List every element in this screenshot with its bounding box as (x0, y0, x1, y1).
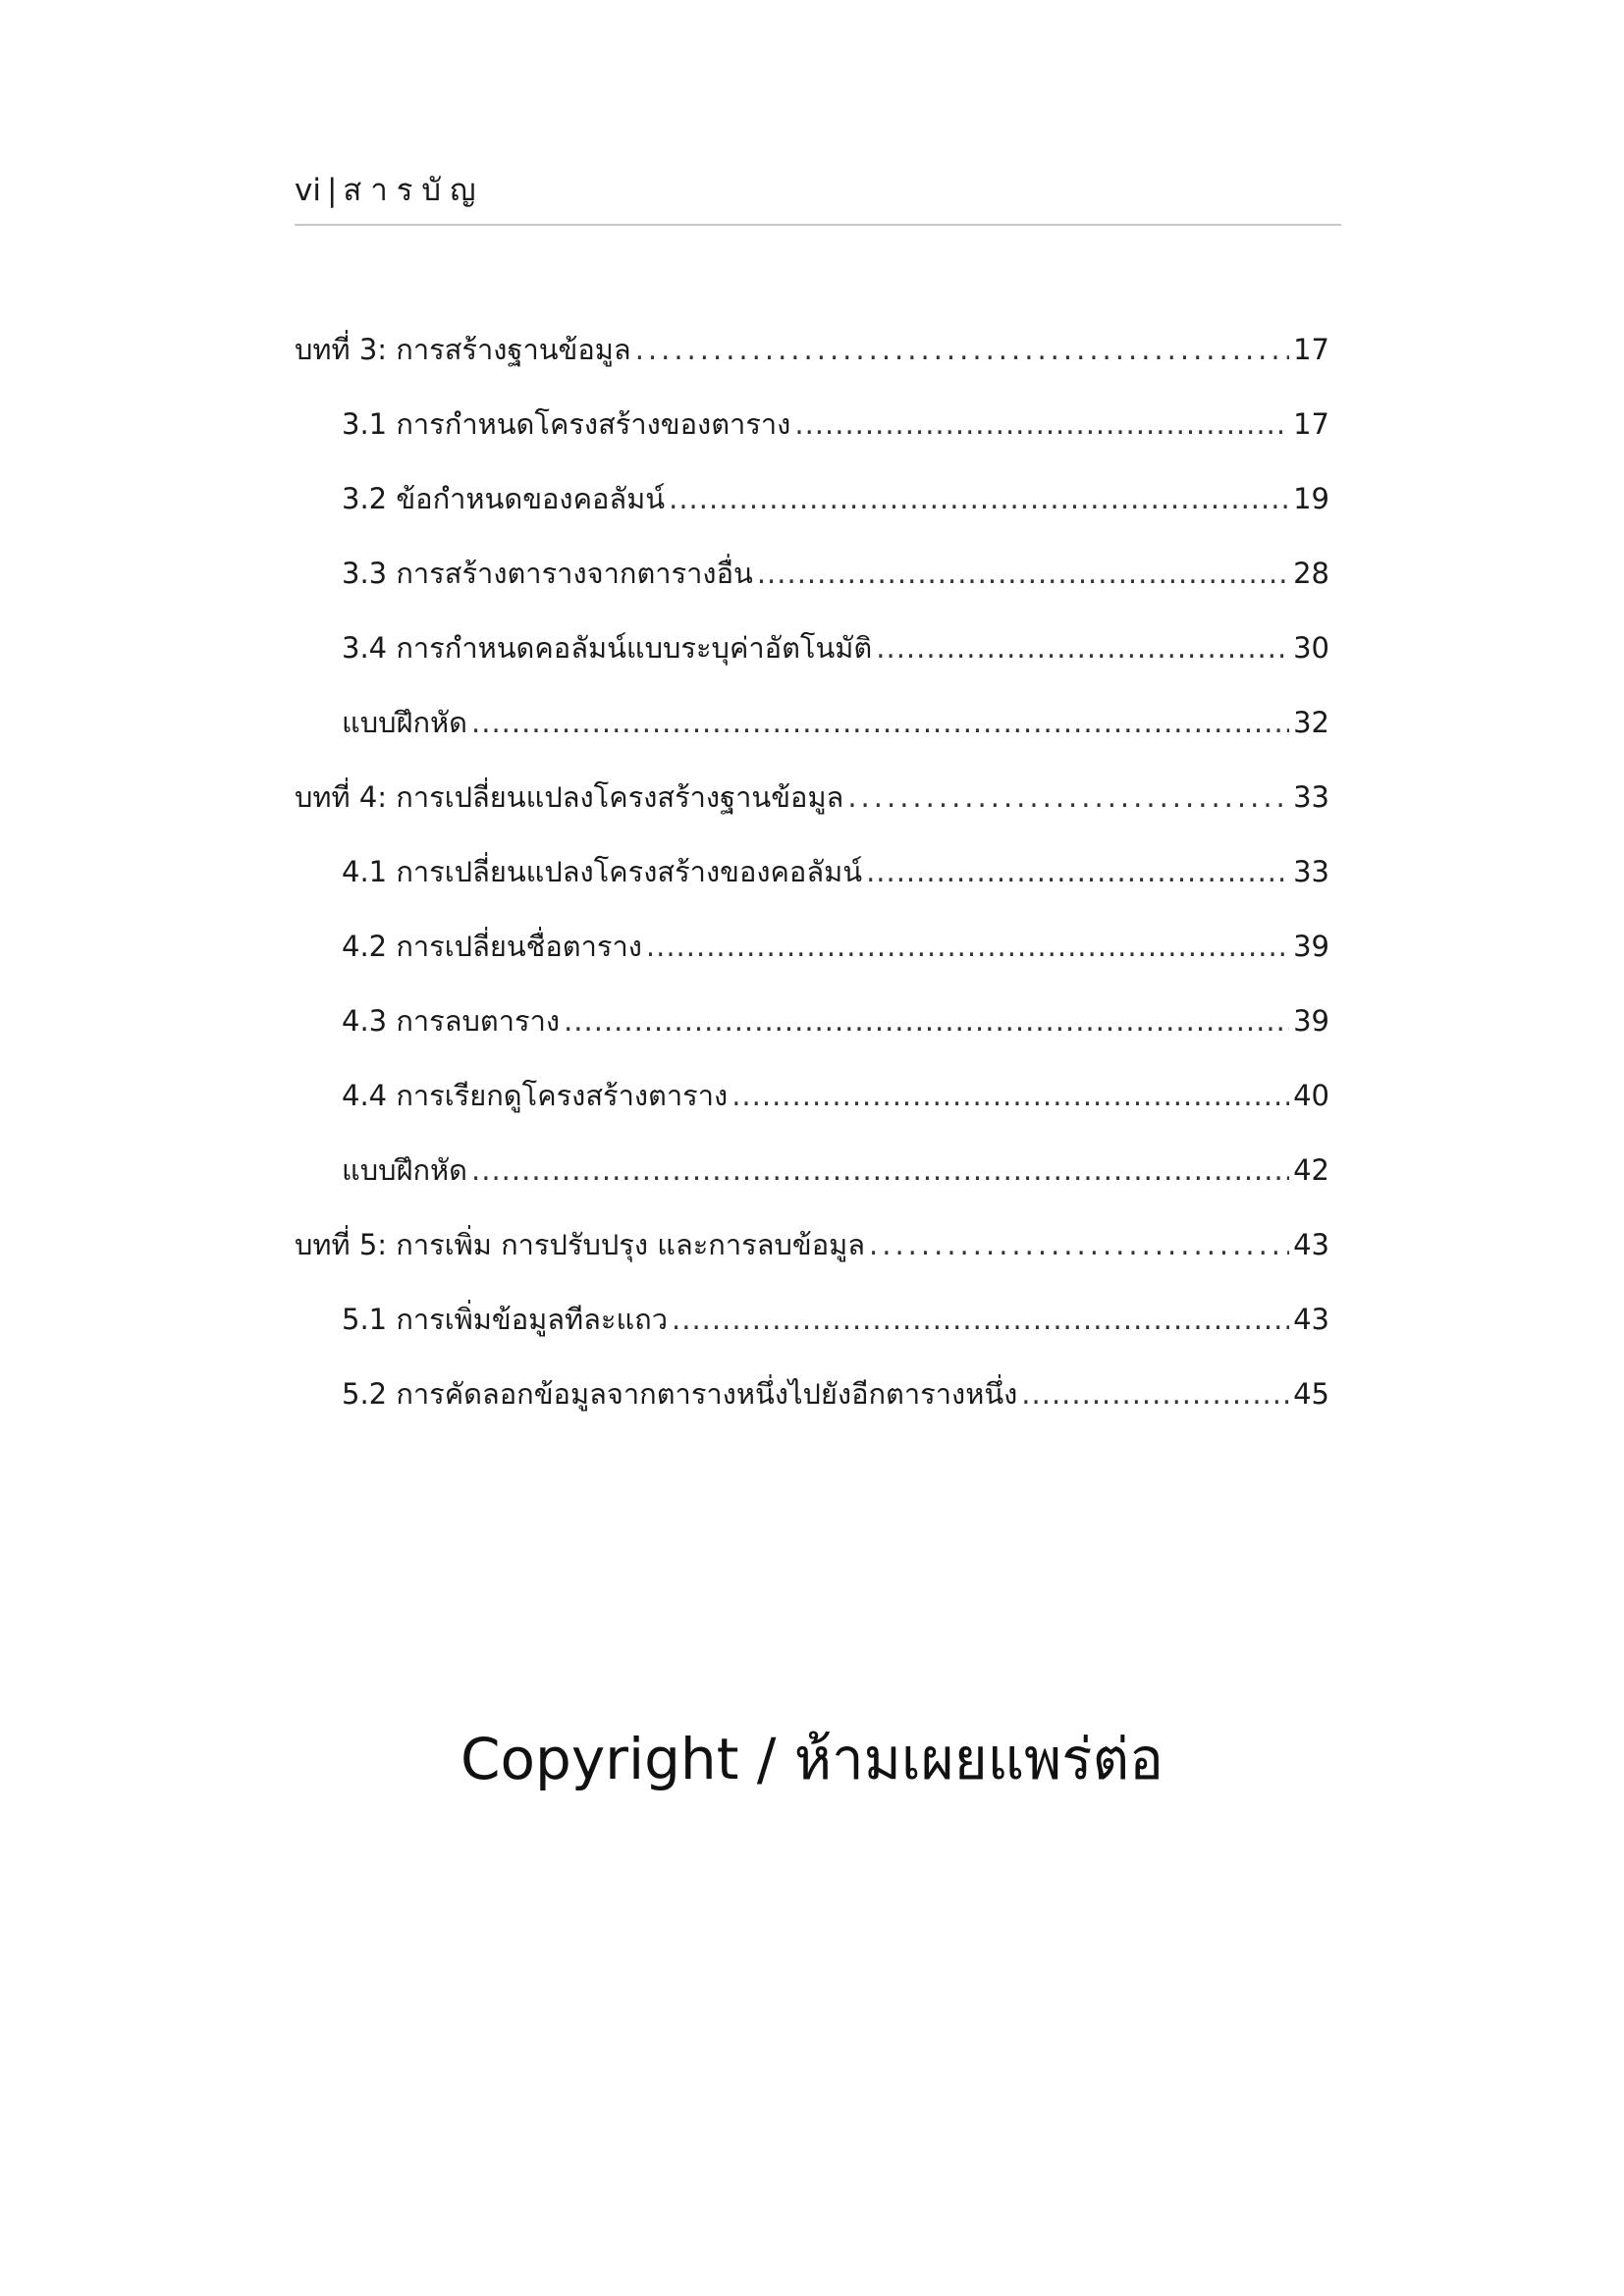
page-header (295, 169, 1341, 212)
toc-chapter-entry[interactable] (295, 294, 1329, 369)
toc-dot-leader (471, 703, 1289, 742)
page-number: vi (295, 173, 321, 208)
toc-dot-leader (564, 1001, 1289, 1041)
toc-dot-leader (794, 404, 1289, 444)
toc-entry-title: บทที่ 5: การเพิ่ม การปรับปรุง และการลบข้อมูล (295, 1228, 866, 1261)
toc-dot-leader (635, 330, 1289, 369)
toc-entry-title: 5.2 การคัดลอกข้อมูลจากตารางหนึ่งไปยังอีกตารางหนึ่ง (342, 1377, 1018, 1411)
toc-section-entry[interactable] (295, 444, 1329, 518)
toc-page-number: 33 (1293, 780, 1329, 814)
toc-dot-leader (876, 628, 1289, 667)
toc-page-number: 17 (1293, 333, 1329, 366)
toc-section-entry[interactable] (295, 1339, 1329, 1414)
toc-dot-leader (757, 554, 1289, 593)
toc-section-entry[interactable] (295, 817, 1329, 891)
toc-page-number: 39 (1293, 1004, 1329, 1038)
copyright-watermark: Copyright / ห้ามเผยแพร่ต่อ (460, 1726, 1164, 1792)
toc-page-number: 39 (1293, 930, 1329, 963)
toc-entry-title: 3.4 การกำหนดคอลัมน์แบบระบุค่าอัตโนมัติ (342, 631, 873, 665)
toc-section-entry[interactable] (295, 1041, 1329, 1115)
toc-section-entry[interactable] (295, 1264, 1329, 1339)
toc-section-entry[interactable] (295, 1115, 1329, 1190)
toc-section-entry[interactable] (295, 667, 1329, 742)
toc-entry-title: 4.3 การลบตาราง (342, 1004, 561, 1038)
toc-page-number: 30 (1293, 631, 1329, 665)
toc-entry-title: บทที่ 4: การเปลี่ยนแปลงโครงสร้างฐานข้อมูล (295, 780, 844, 814)
toc-section-entry[interactable] (295, 891, 1329, 966)
toc-dot-leader (646, 927, 1289, 966)
toc-dot-leader (672, 1300, 1289, 1339)
toc-page-number: 32 (1293, 706, 1329, 739)
toc-page-number: 45 (1293, 1377, 1329, 1411)
table-of-contents (295, 294, 1329, 1414)
toc-page-number: 19 (1293, 482, 1329, 515)
toc-page-number: 17 (1293, 407, 1329, 441)
toc-dot-leader (869, 1225, 1289, 1264)
toc-chapter-entry[interactable] (295, 1190, 1329, 1264)
toc-entry-title: 3.2 ข้อกำหนดของคอลัมน์ (342, 482, 666, 515)
toc-entry-title: 4.2 การเปลี่ยนชื่อตาราง (342, 930, 642, 963)
toc-entry-title: 4.4 การเรียกดูโครงสร้างตาราง (342, 1079, 729, 1112)
toc-section-entry[interactable] (295, 966, 1329, 1041)
toc-page-number: 28 (1293, 557, 1329, 590)
toc-page-number: 43 (1293, 1303, 1329, 1336)
toc-page-number: 40 (1293, 1079, 1329, 1112)
toc-dot-leader (731, 1076, 1289, 1115)
header-rule (295, 224, 1341, 226)
toc-dot-leader (471, 1150, 1289, 1190)
toc-entry-title: 3.3 การสร้างตารางจากตารางอื่น (342, 557, 753, 590)
toc-entry-title: 5.1 การเพิ่มข้อมูลทีละแถว (342, 1303, 669, 1336)
toc-dot-leader (847, 777, 1289, 817)
header-separator: | (326, 173, 338, 208)
toc-chapter-entry[interactable] (295, 742, 1329, 817)
toc-page-number: 33 (1293, 855, 1329, 888)
toc-section-entry[interactable] (295, 369, 1329, 444)
toc-page-number: 42 (1293, 1153, 1329, 1187)
toc-entry-title: แบบฝึกหัด (342, 706, 468, 739)
toc-dot-leader (669, 479, 1289, 518)
toc-dot-leader (1021, 1374, 1289, 1414)
toc-dot-leader (866, 852, 1289, 891)
toc-section-entry[interactable] (295, 518, 1329, 593)
section-title: สารบัญ (343, 173, 485, 208)
toc-section-entry[interactable] (295, 593, 1329, 667)
toc-entry-title: บทที่ 3: การสร้างฐานข้อมูล (295, 333, 631, 366)
toc-entry-title: 4.1 การเปลี่ยนแปลงโครงสร้างของคอลัมน์ (342, 855, 863, 888)
toc-page-number: 43 (1293, 1228, 1329, 1261)
toc-entry-title: 3.1 การกำหนดโครงสร้างของตาราง (342, 407, 791, 441)
toc-entry-title: แบบฝึกหัด (342, 1153, 468, 1187)
